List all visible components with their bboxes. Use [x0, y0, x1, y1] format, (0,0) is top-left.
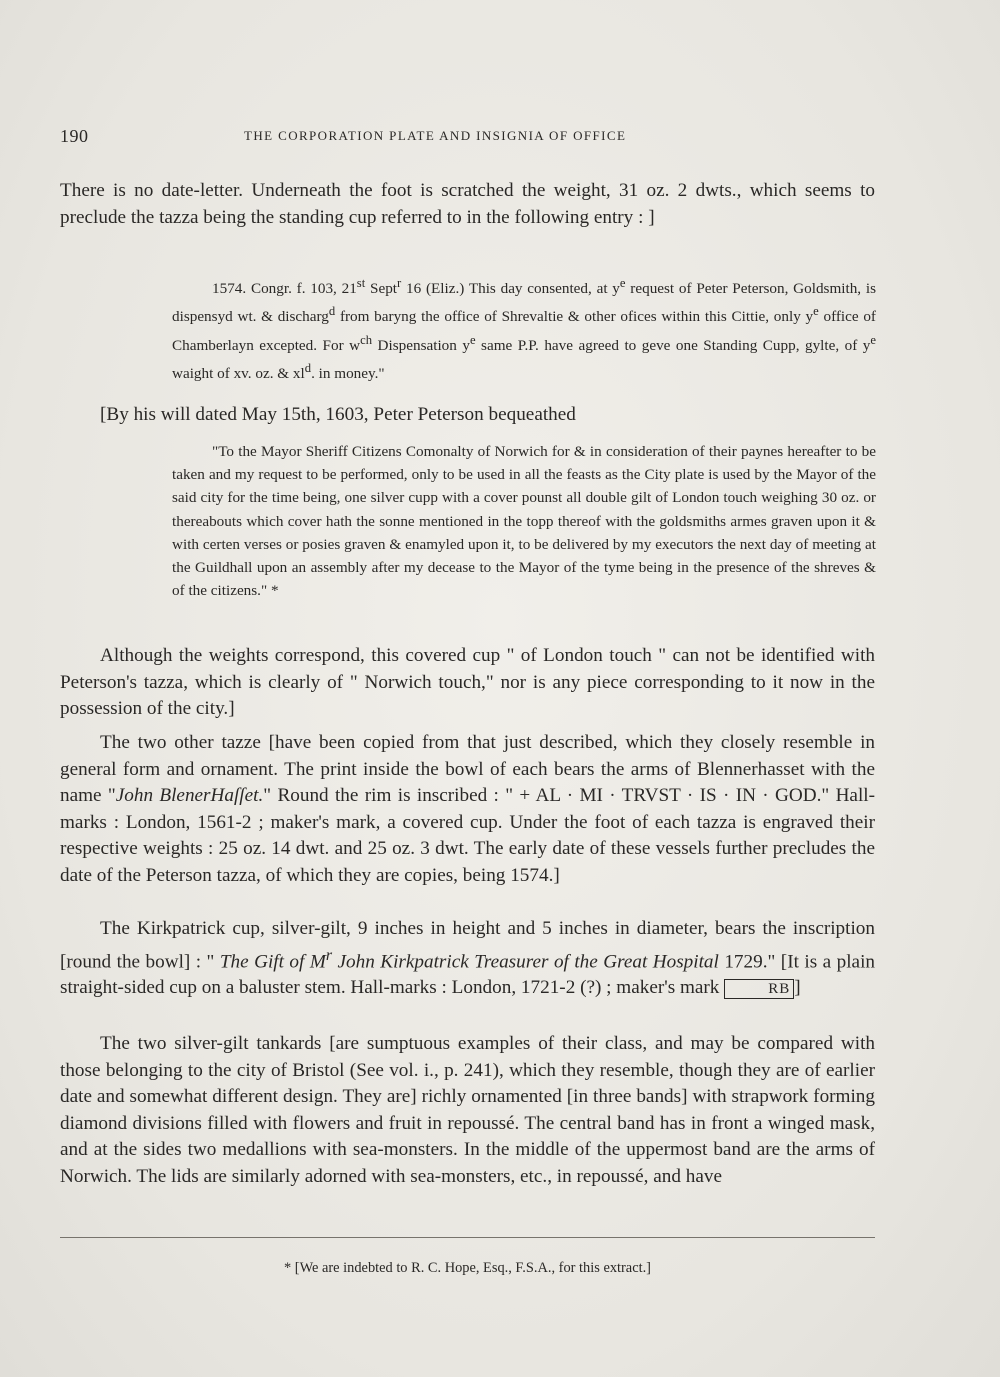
paragraph-will: [By his will dated May 15th, 1603, Peter Peterson bequeathed [100, 404, 576, 425]
page-header [60, 124, 875, 148]
paragraph-two-tazze: The two other tazze [have been copied from that just described, which they closely resemble in general form and ornament. The print inside the bowl of each bears the arms of Blennerhasset with the name "John BlenerHaſſet." Round the rim is inscribed : " + AL · MI · TRVST · IS · IN · GOD." Hall-marks : London, 1561-2 ; maker's mark, a covered cup. Under the foot of each tazza is engraved their respective weights : 25 oz. 14 dwt. and 25 oz. 3 dwt. The early date of these vessels further precludes the date of the Peterson tazza, of which they are copies, being 1574.] [60, 732, 875, 886]
inscription-name: John BlenerHaſſet. [115, 785, 264, 806]
paragraph-kirkpatrick-cup: The Kirkpatrick cup, silver-gilt, 9 inches in height and 5 inches in diameter, bears the inscription [round the bowl] : " The Gift of $M^r$ John Kirkpatrick Treasurer of the Great Hospital 1729." [It is a plain straight-sided cup on a baluster stem. Hall-marks : London, 1721-2 (?) ; maker's mark RB ] [60, 918, 876, 999]
quote-will-bequest: "To the Mayor Sheriff Citizens Comonalty of Norwich for & in consideration of their paynes hereafter to be taken and my request to be performed, only to be used in all the feasts as the City plate is used by the Mayor of the said city for the time being, one silver cupp with a cover pounst all double gilt of London touch weighing 30 oz. or thereabouts which cover hath the sonne mentioned in the topp thereof with the goldsmiths armes graven upon it & with certen verses or posies graven & enamyled upon it, to be delivered by my executors the next day of meeting at the Guildhall upon an assembly after my decease to the Mayor of the tyme being in the presence of the shreves & of the citizens." * [172, 443, 876, 600]
footnote-divider [60, 1237, 875, 1238]
footnote: * [We are indebted to R. C. Hope, Esq., F.S.A., for this extract.] [284, 1260, 651, 1276]
paragraph-weights: Although the weights correspond, this covered cup " of London touch " can not be identified with Peterson's tazza, which is clearly of " Norwich touch," nor is any piece corresponding to it now in the possession of the city.] [60, 645, 875, 719]
quote-congregation-1574: 1574. Congr. f. 103, 21st Sept$^r$ 16 (Eliz.) This day consented, at $y^e$ request of Peter Peterson, Goldsmith, is dispensyd wt. & discharg$^d$ from baryng the office of Shrevaltie & other ofices within this Cittie, only $y^e$ office of Chamberlayn excepted. For $w^{ch}$ Dispensation $y^e$ same P.P. have agreed to geve one Standing Cupp, gylte, of $y^e$ waight of xv. oz. & $xl^d$. in money." [172, 276, 876, 382]
page-number: 190 [60, 126, 89, 146]
paragraph-date-letter: There is no date-letter. Underneath the foot is scratched the weight, 31 oz. 2 dwts., which seems to preclude the tazza being the standing cup referred to in the following entry : ] [60, 180, 875, 228]
paragraph-tankards: The two silver-gilt tankards [are sumptuous examples of their class, and may be compared with those belonging to the city of Bristol (See vol. i., p. 241), which they resemble, though they are of earlier date and somewhat different design. They are] richly ornamented [in three bands] with strapwork forming diamond divisions filled with flowers and fruit in repoussé. The central band has in front a winged mask, and at the sides two medallions with sea-monsters. In the middle of the uppermost band are the arms of Norwich. The lids are similarly adorned with sea-monsters, etc., in repoussé, and have [60, 1033, 875, 1187]
makers-mark-rb: RB [724, 979, 794, 999]
running-head: THE CORPORATION PLATE AND INSIGNIA OF OFFICE [244, 128, 627, 143]
